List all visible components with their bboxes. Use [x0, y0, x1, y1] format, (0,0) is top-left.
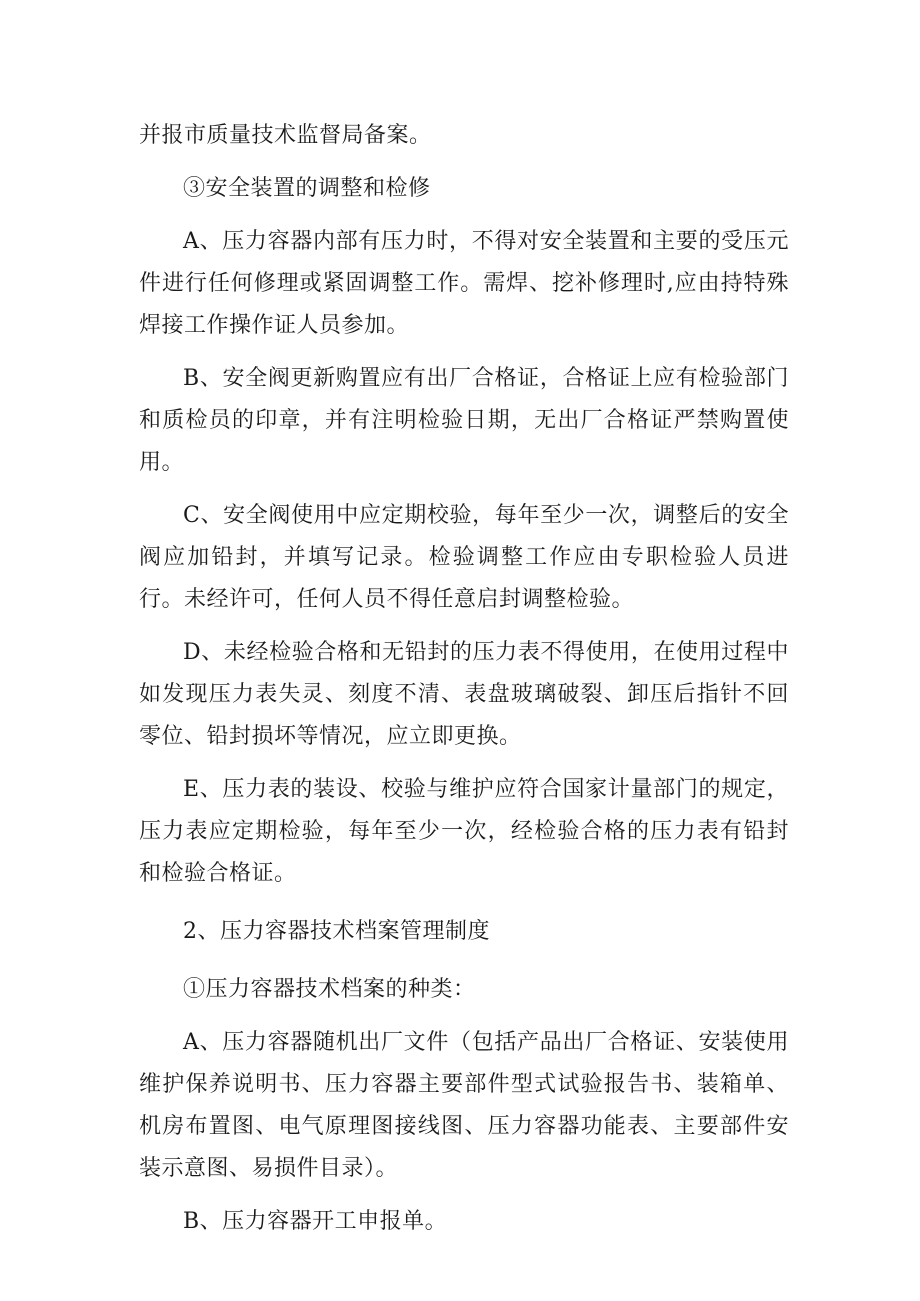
paragraph-item-d-pressure-gauge-use: D、未经检验合格和无铅封的压力表不得使用，在使用过程中如发现压力表失灵、刻度不清、表盘玻璃破裂、卸压后指针不回零位、铅封损坏等情况，应立即更换。 [139, 640, 789, 749]
paragraph-filing-note: 并报市质量技术监督局备案。 [139, 123, 432, 148]
section-heading-safety-device-adjustment: ③安全装置的调整和检修 [183, 176, 431, 201]
subsection-heading-archive-types: ①压力容器技术档案的种类： [183, 977, 476, 1002]
document-body [139, 115, 789, 1254]
paragraph-item-c-safety-valve-calibration: C、安全阀使用中应定期校验，每年至少一次，调整后的安全阀应加铅封，并填写记录。检验调整工作应由专职检验人员进行。未经许可，任何人员不得任意启封调整检验。 [139, 503, 789, 612]
paragraph-item-a-factory-documents: A、压力容器随机出厂文件（包括产品出厂合格证、安装使用维护保养说明书、压力容器主要部件型式试验报告书、装箱单、机房布置图、电气原理图接线图、压力容器功能表、主要部件安装示意图、易损件目录）。 [139, 1030, 789, 1181]
section-heading-technical-archive-management: 2、压力容器技术档案管理制度 [183, 919, 490, 944]
paragraph-item-b-start-application: B、压力容器开工申报单。 [183, 1209, 448, 1234]
paragraph-item-b-safety-valve-purchase: B、安全阀更新购置应有出厂合格证，合格证上应有检验部门和质检员的印章，并有注明检验日期，无出厂合格证严禁购置使用。 [139, 366, 789, 475]
paragraph-item-e-pressure-gauge-maintenance: E、压力表的装设、校验与维护应符合国家计量部门的规定，压力表应定期检验，每年至少一次，经检验合格的压力表有铅封和检验合格证。 [139, 777, 789, 886]
paragraph-item-a-pressure-repair: A、压力容器内部有压力时，不得对安全装置和主要的受压元件进行任何修理或紧固调整工作。需焊、挖补修理时,应由持特殊焊接工作操作证人员参加。 [139, 229, 789, 338]
